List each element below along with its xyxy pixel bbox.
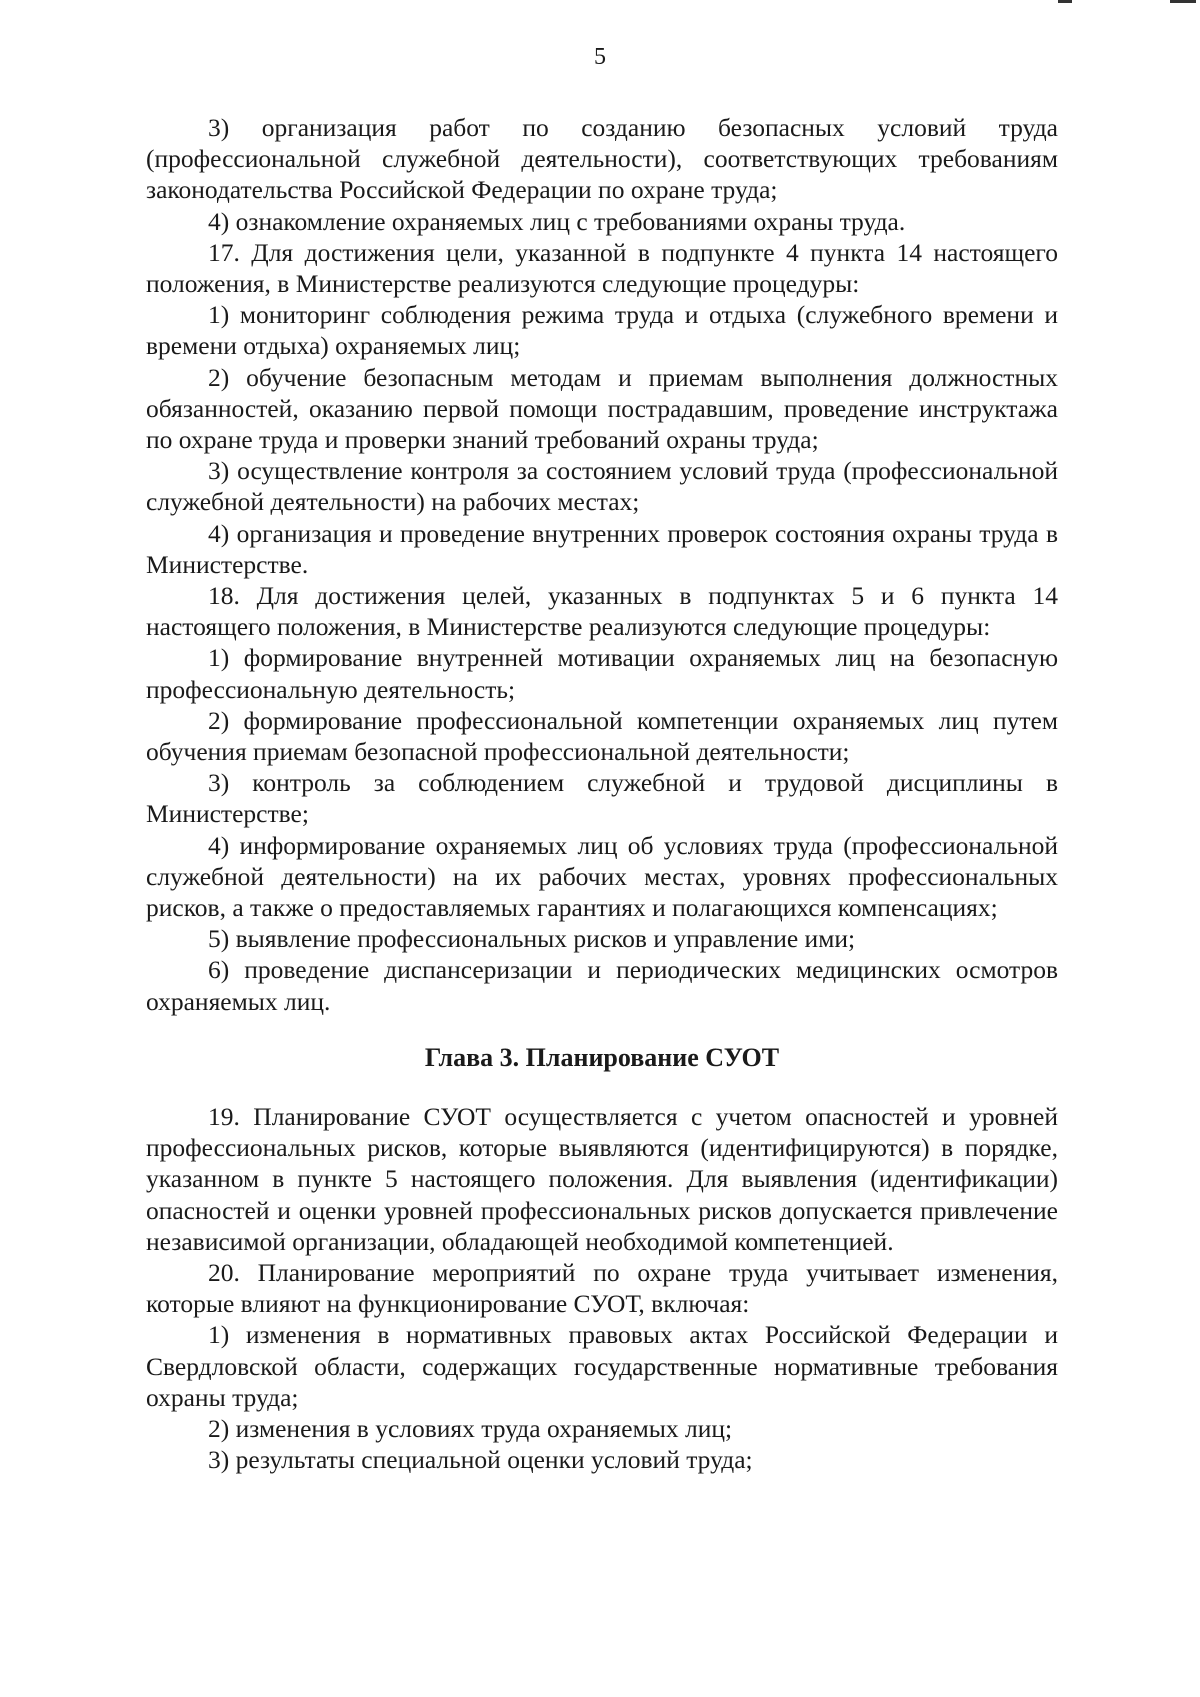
paragraph: 3) организация работ по созданию безопасных условий труда (профессиональной служебной деятельности), соответствующих требованиям законодательства Российской Федерации по охране труда;	[146, 113, 1058, 205]
paragraph: 3) контроль за соблюдением служебной и трудовой дисциплины в Министерстве;	[146, 768, 1058, 829]
paragraph: 1) изменения в нормативных правовых актах Российской Федерации и Свердловской области, содержащих государственные нормативные требования охраны труда;	[146, 1320, 1058, 1412]
paragraph: 4) ознакомление охраняемых лиц с требованиями охраны труда.	[208, 206, 906, 236]
paragraph: 20. Планирование мероприятий по охране труда учитывает изменения, которые влияют на функционирование СУОТ, включая:	[146, 1257, 1058, 1319]
paragraph: 1) формирование внутренней мотивации охраняемых лиц на безопасную профессиональную деятельность;	[146, 643, 1058, 704]
paragraph: 3) результаты специальной оценки условий труда;	[208, 1445, 753, 1475]
paragraph: 18. Для достижения целей, указанных в подпунктах 5 и 6 пункта 14 настоящего положения, в Министерстве реализуются следующие процедуры:	[146, 581, 1058, 642]
scan-edge-mark	[1050, 0, 1200, 4]
page-number: 5	[594, 44, 606, 70]
paragraph: 6) проведение диспансеризации и периодических медицинских осмотров охраняемых лиц.	[146, 955, 1058, 1016]
paragraph: 4) информирование охраняемых лиц об условиях труда (профессиональной служебной деятельности) на их рабочих местах, уровнях профессиональных рисков, а также о предоставляемых гарантиях и полагающихся компенсациях;	[146, 830, 1058, 923]
paragraph: 19. Планирование СУОТ осуществляется с учетом опасностей и уровней профессиональных рисков, которые выявляются (идентифицируются) в порядке, указанном в пункте 5 настоящего положения. Для выявления (идентификации) опасностей и оценки уровней профессиональных рисков допускается привлечение независимой организации, обладающей необходимой компетенцией.	[146, 1101, 1058, 1256]
paragraph: 4) организация и проведение внутренних проверок состояния охраны труда в Министерстве.	[146, 518, 1058, 579]
paragraph: 2) изменения в условиях труда охраняемых лиц;	[208, 1413, 733, 1443]
paragraph: 2) обучение безопасным методам и приемам выполнения должностных обязанностей, оказанию первой помощи пострадавшим, проведение инструктажа по охране труда и проверки знаний требований охраны труда;	[146, 362, 1058, 455]
paragraph: 3) осуществление контроля за состоянием условий труда (профессиональной служебной деятельности) на рабочих местах;	[146, 456, 1058, 517]
document-body	[146, 112, 1058, 1475]
paragraph: 2) формирование профессиональной компетенции охраняемых лиц путем обучения приемам безопасной профессиональной деятельности;	[146, 705, 1058, 767]
paragraph: 1) мониторинг соблюдения режима труда и отдыха (служебного времени и времени отдыха) охраняемых лиц;	[146, 300, 1058, 361]
paragraph: 5) выявление профессиональных рисков и управление ими;	[208, 924, 856, 954]
paragraph: 17. Для достижения цели, указанной в подпункте 4 пункта 14 настоящего положения, в Министерстве реализуются следующие процедуры:	[146, 237, 1058, 299]
chapter-heading: Глава 3. Планирование СУОТ	[424, 1042, 780, 1072]
